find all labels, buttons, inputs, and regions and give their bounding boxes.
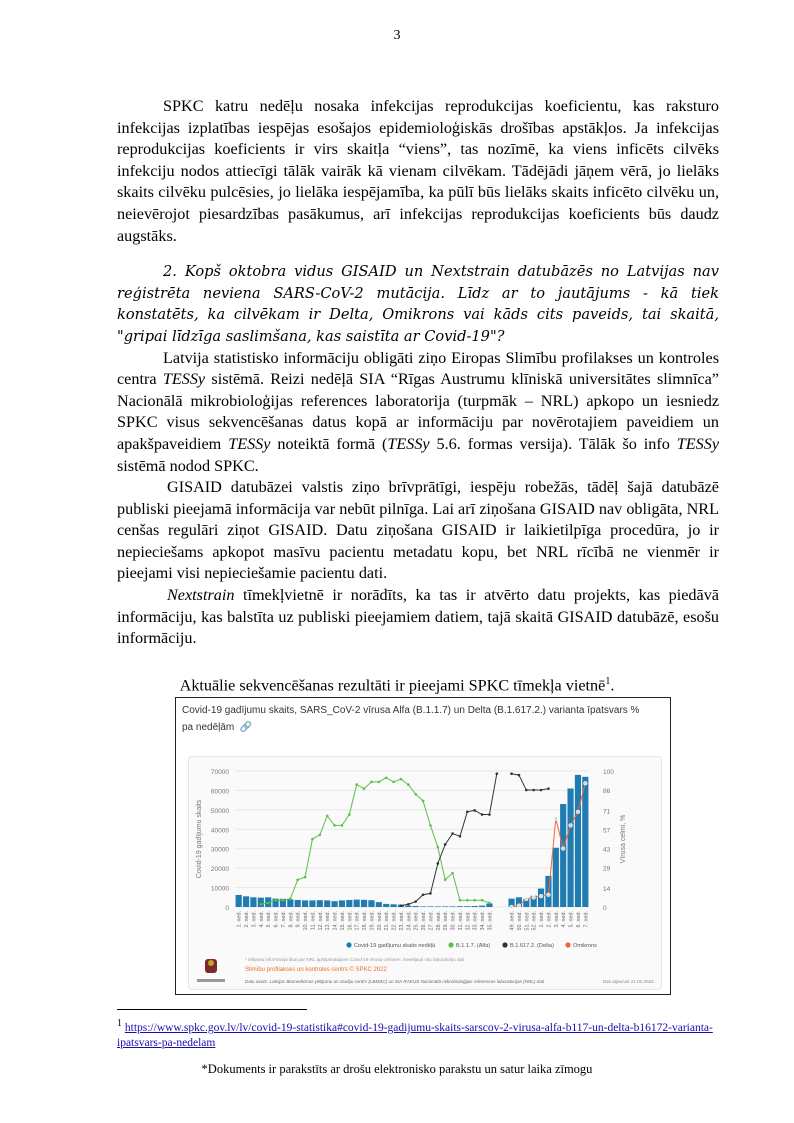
point-delta xyxy=(547,787,550,790)
point-omicron xyxy=(561,847,565,851)
footnote-link[interactable]: https://www.spkc.gov.lv/lv/covid-19-statistika#covid-19-gadijumu-skaits-sarscov-2-virusa-alfa-b117-un-delta-b16172-varianta-ipatsvars-pa-nedelam xyxy=(117,1021,713,1049)
link-icon[interactable]: 🔗 xyxy=(239,722,253,733)
x-tick-label: 2. ned. xyxy=(546,911,553,928)
x-tick-label: 34. ned. xyxy=(480,911,487,931)
point-alfa xyxy=(260,903,263,906)
x-tick-label: 9. ned. xyxy=(295,911,302,928)
point-delta xyxy=(429,892,432,895)
point-alfa xyxy=(304,876,307,879)
point-alfa xyxy=(370,781,373,784)
point-alfa xyxy=(444,879,447,882)
x-tick-label: 5. ned. xyxy=(266,911,273,928)
point-delta xyxy=(540,789,543,792)
point-alfa xyxy=(451,872,454,875)
figure-caption: Aktuālie sekvencēšanas rezultāti ir pieejami SPKC tīmekļa vietnē$^1$. xyxy=(179,676,615,695)
point-alfa xyxy=(282,899,285,902)
point-alfa xyxy=(473,899,476,902)
bar-cases xyxy=(309,900,315,907)
point-alfa xyxy=(414,793,417,796)
x-tick-label: 15. ned. xyxy=(339,911,346,931)
point-omicron xyxy=(569,824,573,828)
x-tick-label: 29. ned. xyxy=(443,911,450,931)
x-tick-label: 20. ned. xyxy=(376,911,383,931)
x-tick-label: 23. ned. xyxy=(398,911,405,931)
y2-tick-label: 100 xyxy=(603,769,614,776)
bar-cases xyxy=(435,906,441,907)
bar-cases xyxy=(346,900,352,907)
point-delta xyxy=(510,772,513,775)
y2-tick-label: 0 xyxy=(603,905,607,912)
bar-cases xyxy=(368,900,374,907)
y2-tick-label: 29 xyxy=(603,865,611,873)
chart-screenshot xyxy=(175,697,671,995)
bar-cases xyxy=(472,906,478,907)
point-omicron xyxy=(525,897,529,901)
y-tick-label: 20000 xyxy=(210,866,229,874)
legend-swatch xyxy=(346,942,351,947)
point-delta xyxy=(496,772,499,775)
x-tick-label: 6. ned. xyxy=(273,911,280,928)
x-tick-label: 52. ned. xyxy=(531,911,538,931)
point-alfa xyxy=(341,824,344,827)
bar-cases xyxy=(317,900,323,907)
y-tick-label: 70000 xyxy=(210,769,229,776)
bar-cases xyxy=(302,900,308,907)
bar-cases xyxy=(354,900,360,907)
paragraph-gisaid: GISAID datubāzei valstis ziņo brīvprātīgi, iespēju robežās, tādēļ šajā datubāzē publiski pieejamā informācija var nebūt pilnīga. Lai arī ziņošana GISAID nav obligāta, NRL cenšas regulāri ziņot GISAID. Datu ziņošana GISAID ir laikietilpīga procedūra, jo ir nepieciešams apkopot masīvu pacientu metadatu kopu, bet NRL rīcībā ne vienmēr ir pieejami visi nepieciešamie pacientu dati. xyxy=(117,478,719,583)
chart-updated: Dati atjaunoti 21.02.2022. xyxy=(602,979,655,984)
line-alfa xyxy=(261,778,490,904)
bar-cases xyxy=(331,901,337,907)
bar-cases xyxy=(324,900,330,907)
document-body xyxy=(117,96,719,650)
y-tick-label: 40000 xyxy=(210,827,229,835)
paragraph-tessy: Latvija statistisko informāciju obligāti ziņo Eiropas Slimību profilakses un kontroles centra TESSy sistēmā. Reizi nedēļā SIA “Rīgas Austrumu klīniskā universitātes slimnīca” Nacionālā mikrobioloģijas references laboratorija (turpmāk – NRL) apkopo un iesniedz SPKC visus sekvencēšanas datus kopā ar informāciju par novērotajiem paveidiem un apakšpaveidiem TESSy noteiktā formā (TESSy 5.6. formas versija). Tālāk šo info TESSy sistēmā nodod SPKC. xyxy=(117,348,720,475)
y2-tick-label: 71 xyxy=(603,808,611,816)
point-alfa xyxy=(488,902,491,905)
point-alfa xyxy=(289,898,292,901)
point-delta xyxy=(437,862,440,865)
point-delta xyxy=(525,789,528,792)
paragraph-question: 2. Kopš oktobra vidus GISAID un Nextstrain datubāzēs no Latvijas nav reģistrēta neviena SARS-CoV-2 mutācija. Līdz ar to jautājums - kā tiek konstatēts, ka cilvēkam ir Delta, Omikrons vai kāds cits paveids, tai skaitā, "gripai līdzīga saslimšana, kas saistīta ar Covid-19"? xyxy=(117,263,719,345)
point-delta xyxy=(451,832,454,835)
x-tick-label: 51. ned. xyxy=(524,911,531,931)
bar-cases xyxy=(427,906,433,907)
point-alfa xyxy=(333,824,336,827)
x-tick-label: 25. ned. xyxy=(413,911,420,931)
y-tick-label: 30000 xyxy=(210,846,229,854)
point-alfa xyxy=(422,800,425,803)
x-tick-label: 26. ned. xyxy=(421,911,428,931)
x-tick-label: 27. ned. xyxy=(428,911,435,931)
x-tick-label: 31. ned. xyxy=(457,911,464,931)
point-alfa xyxy=(378,781,381,784)
point-alfa xyxy=(363,787,366,790)
point-delta xyxy=(400,904,403,907)
bar-cases xyxy=(413,906,419,907)
x-tick-label: 5. ned. xyxy=(568,911,575,928)
point-omicron xyxy=(517,904,521,908)
y-tick-label: 60000 xyxy=(210,788,229,796)
bar-cases xyxy=(560,804,566,907)
chart-svg xyxy=(189,757,661,989)
paragraph-nextstrain: Nextstrain tīmekļvietnē ir norādīts, ka tas ir atvērto datu projekts, kas piedāvā informāciju, kas balstīta uz publiski pieejamiem datiem, tajā skaitā GISAID datubāzē, esošu informāciju. xyxy=(117,586,719,648)
point-omicron xyxy=(510,905,514,909)
line-delta xyxy=(512,774,549,790)
x-tick-label: 4. ned. xyxy=(561,911,568,928)
x-tick-label: 49. ned. xyxy=(509,911,516,931)
point-alfa xyxy=(437,846,440,849)
legend-swatch xyxy=(502,942,507,947)
bar-cases xyxy=(236,895,242,907)
point-alfa xyxy=(355,783,358,786)
paragraph-reproduction-coefficient: SPKC katru nedēļu nosaka infekcijas reprodukcijas koeficientu, kas raksturo infekcijas izplatības iespējas esošajos epidemioloģiskās drošības apstākļos. Ja infekcijas reprodukcijas koeficients ir virs skaitļa “viens”, tas nozīmē, ka viens inficēts cilvēks infekciju nodos attiecīgi tālāk vairāk kā vienam cilvēkam. Tādējādi jāņem vērā, jo lielāks skaits cilvēku pulcēsies, jo lielāka iespējamība, ka pūlī būs lielāks skaits inficēto cilvēku un, neievērojot piesardzības pasākumus, arī infekcijas reprodukcijas koeficients būs daudz augstāks. xyxy=(117,97,719,245)
point-omicron xyxy=(547,893,551,897)
point-alfa xyxy=(296,879,299,882)
point-alfa xyxy=(429,824,432,827)
x-tick-label: 22. ned. xyxy=(391,911,398,931)
point-delta xyxy=(518,774,521,777)
spkc-logo-text xyxy=(197,979,225,982)
bar-cases xyxy=(390,904,396,907)
bar-cases xyxy=(383,904,389,907)
legend-label: Covid-19 gadījumu skaits nedēļā xyxy=(354,943,436,949)
legend-label: B.1.1.7. (Alfa) xyxy=(456,943,491,949)
x-tick-label: 1. ned. xyxy=(236,911,243,928)
bar-cases xyxy=(405,906,411,907)
point-alfa xyxy=(407,783,410,786)
chart-note: * Iekļauta informācija tikai par NRL apstiprinātajiem Covid-19 vīrusa celmiem. Neiekļauti citu laboratoriju dati xyxy=(245,957,465,962)
legend-swatch xyxy=(448,942,453,947)
y-tick-label: 0 xyxy=(225,905,229,912)
bar-cases xyxy=(442,906,448,907)
bar-cases xyxy=(420,906,426,907)
point-alfa xyxy=(385,777,388,780)
x-tick-label: 7. ned. xyxy=(583,911,590,928)
x-tick-label: 11. ned. xyxy=(310,911,317,931)
point-alfa xyxy=(459,899,462,902)
y-axis-label: Covid-19 gadījumu skaits xyxy=(196,799,203,879)
bar-cases xyxy=(361,900,367,907)
point-delta xyxy=(532,789,535,792)
y-tick-label: 50000 xyxy=(210,807,229,815)
x-tick-label: 6. ned. xyxy=(575,911,582,928)
bar-cases xyxy=(376,902,382,907)
bar-cases xyxy=(287,899,293,907)
point-delta xyxy=(422,893,425,896)
x-tick-label: 10. ned. xyxy=(303,911,310,931)
x-tick-label: 50. ned. xyxy=(516,911,523,931)
y2-tick-label: 57 xyxy=(603,827,611,835)
bar-cases xyxy=(479,906,485,907)
bar-cases xyxy=(582,777,588,907)
bar-cases xyxy=(258,898,264,907)
x-tick-label: 3. ned. xyxy=(553,911,560,928)
bar-cases xyxy=(339,900,345,907)
point-alfa xyxy=(466,899,469,902)
y2-axis-label: Vīrusa celmi, % xyxy=(620,814,627,864)
x-tick-label: 24. ned. xyxy=(406,911,413,931)
chart-card xyxy=(188,756,662,990)
x-tick-label: 7. ned. xyxy=(280,911,287,928)
x-tick-label: 33. ned. xyxy=(472,911,479,931)
bar-cases xyxy=(295,900,301,907)
x-tick-label: 32. ned. xyxy=(465,911,472,931)
chart-org: Slimību profilakses un kontroles centrs © SPKC 2022 xyxy=(245,967,387,973)
legend-label: Omikrons xyxy=(573,943,597,949)
point-omicron xyxy=(532,896,536,900)
point-omicron xyxy=(576,810,580,814)
point-omicron xyxy=(554,817,558,821)
x-tick-label: 13. ned. xyxy=(325,911,332,931)
point-delta xyxy=(473,809,476,812)
point-omicron xyxy=(539,894,543,898)
point-alfa xyxy=(326,815,329,818)
point-delta xyxy=(407,903,410,906)
point-alfa xyxy=(400,778,403,781)
x-tick-label: 1. ned. xyxy=(539,911,546,928)
y-tick-label: 10000 xyxy=(210,885,229,893)
x-tick-label: 14. ned. xyxy=(332,911,339,931)
spkc-logo-crest xyxy=(208,960,214,966)
x-tick-label: 2. ned. xyxy=(244,911,251,928)
x-tick-label: 16. ned. xyxy=(347,911,354,931)
point-alfa xyxy=(481,899,484,902)
y2-tick-label: 86 xyxy=(603,788,611,796)
bar-cases xyxy=(449,906,455,907)
legend-label: B.1.617.2. (Delta) xyxy=(510,943,554,949)
footnote-divider xyxy=(117,1009,307,1010)
point-delta xyxy=(466,811,469,814)
page-number: 3 xyxy=(393,28,401,43)
signature-note: *Dokuments ir parakstīts ar drošu elektronisko parakstu un satur laika zīmogu xyxy=(201,1062,593,1076)
bar-cases xyxy=(553,848,559,907)
x-tick-label: 12. ned. xyxy=(317,911,324,931)
x-tick-label: 4. ned. xyxy=(258,911,265,928)
x-tick-label: 21. ned. xyxy=(384,911,391,931)
chart-source: Datu avots: Latvijas Biomedicīnas pētījumu un studiju centrs (LBMSC) un SIA RAKUS Nacionālā mikrobioloģijas references laboratorijas (NRL) dati xyxy=(245,979,545,984)
chart-title: Covid-19 gadījumu skaits, SARS_CoV-2 vīrusa Alfa (B.1.1.7) un Delta (B.1.617.2.) varianta īpatsvars % pa nedēļām 🔗 xyxy=(182,705,640,733)
point-alfa xyxy=(267,902,270,905)
x-tick-label: 19. ned. xyxy=(369,911,376,931)
point-delta xyxy=(481,813,484,816)
footnote-ref[interactable]: 1 xyxy=(605,676,611,687)
x-tick-label: 28. ned. xyxy=(435,911,442,931)
legend-swatch xyxy=(565,942,570,947)
point-alfa xyxy=(274,899,277,902)
x-tick-label: 3. ned. xyxy=(251,911,258,928)
x-tick-label: 18. ned. xyxy=(362,911,369,931)
x-tick-label: 35. ned. xyxy=(487,911,494,931)
bar-cases xyxy=(464,906,470,907)
point-alfa xyxy=(392,781,395,784)
x-tick-label: 17. ned. xyxy=(354,911,361,931)
footnote: $^1$ https://www.spkc.gov.lv/lv/covid-19-statistika#covid-19-gadijumu-skaits-sarscov-2-virusa-alfa-b117-un-delta-b16172-varianta-ipatsvars-pa-nedelam xyxy=(117,1018,713,1049)
x-tick-label: 8. ned. xyxy=(288,911,295,928)
y2-tick-label: 43 xyxy=(603,846,611,854)
point-delta xyxy=(444,843,447,846)
bar-cases xyxy=(575,775,581,907)
point-alfa xyxy=(311,838,314,841)
point-alfa xyxy=(348,813,351,816)
point-alfa xyxy=(319,834,322,837)
point-delta xyxy=(414,900,417,903)
point-delta xyxy=(488,813,491,816)
x-tick-label: 30. ned. xyxy=(450,911,457,931)
point-omicron xyxy=(584,781,588,785)
point-delta xyxy=(459,835,462,838)
y2-tick-label: 14 xyxy=(603,885,611,893)
bar-cases xyxy=(250,897,256,907)
bar-cases xyxy=(457,906,463,907)
bar-cases xyxy=(243,896,249,907)
bar-cases xyxy=(567,788,573,907)
